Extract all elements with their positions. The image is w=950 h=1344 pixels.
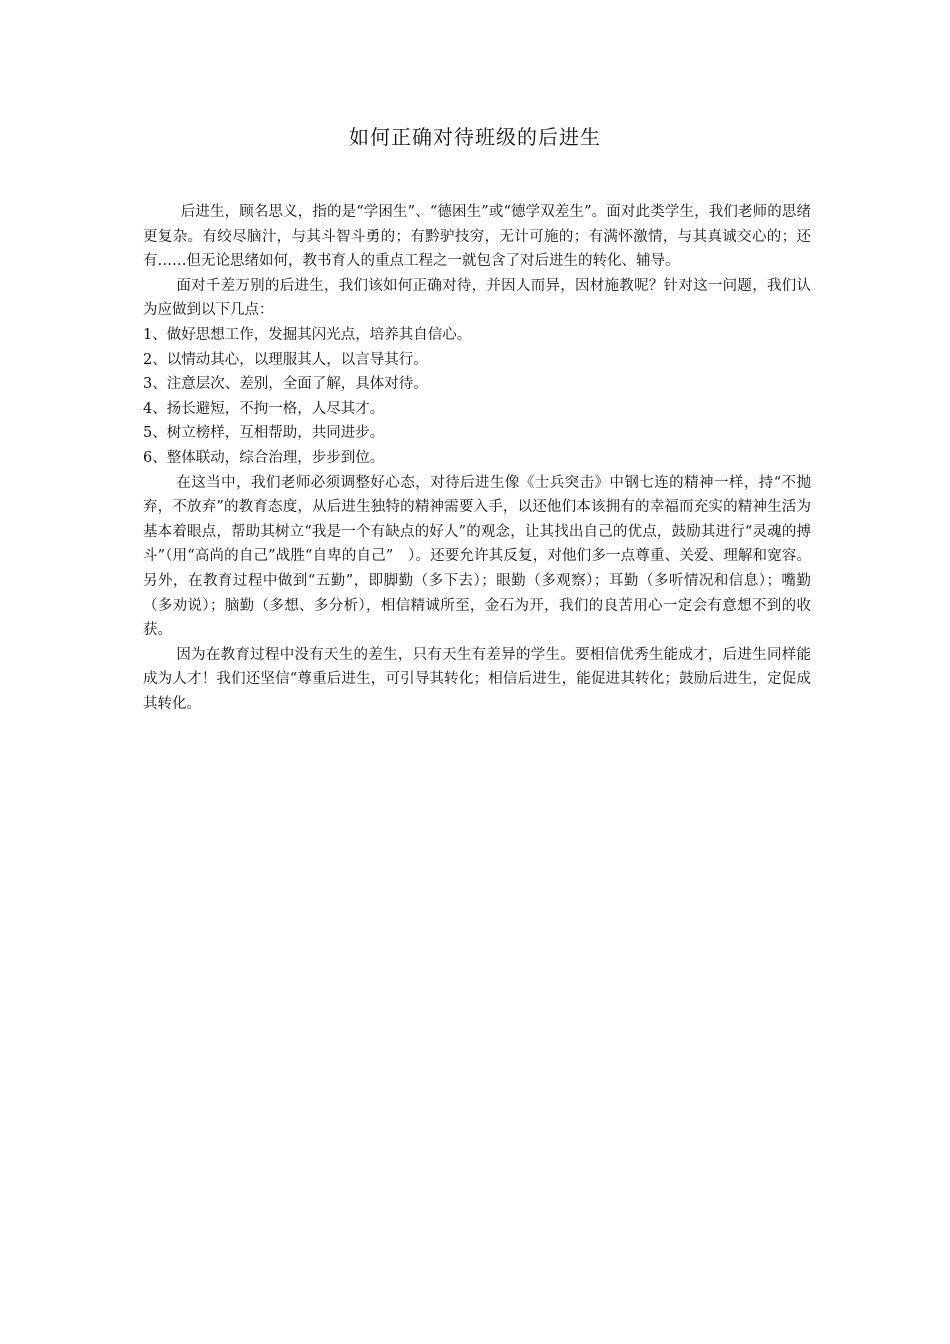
document-body — [143, 200, 811, 716]
list-item: 3、注意层次、差别，全面了解，具体对待。 — [143, 376, 428, 393]
list-item: 2、以情动其心，以理服其人，以言导其行。 — [143, 351, 428, 368]
document-title: 如何正确对待班级的后进生 — [349, 125, 601, 149]
paragraph-intro: 后进生，顾名思义，指的是“学困生”、“德困生”或“德学双差生”。面对此类学生，我们老师的思绪更复杂。有绞尽脑汁，与其斗智斗勇的；有黔驴技穷，无计可施的；有满怀激情，与其真诚交心的；还有……但无论思绪如何，教书育人的重点工程之一就包含了对后进生的转化、辅导。 — [143, 204, 811, 270]
paragraph-question: 面对千差万别的后进生，我们该如何正确对待，并因人而异，因材施教呢？针对这一问题，我们认为应做到以下几点： — [143, 277, 811, 319]
list-item: 5、树立榜样，互相帮助，共同进步。 — [143, 425, 385, 442]
list-item: 6、整体联动，综合治理，步步到位。 — [143, 449, 385, 466]
list-item: 4、扬长避短，不拘一格，人尽其才。 — [143, 400, 385, 417]
list-item: 1、做好思想工作，发掘其闪光点，培养其自信心。 — [143, 326, 472, 343]
paragraph-attitude: 在这当中，我们老师必须调整好心态，对待后进生像《士兵突击》中钢七连的精神一样，持“不抛弃，不放弃”的教育态度，从后进生独特的精神需要入手，以还他们本该拥有的幸福而充实的精神生活为基本着眼点，帮助其树立“我是一个有缺点的好人”的观念，让其找出自己的优点，鼓励其进行“灵魂的搏斗”（用“高尚的自己”战胜“自卑的自己” ）。还要允许其反复，对他们多一点尊重、关爱、理解和宽容。另外，在教育过程中做到“五勤”，即脚勤（多下去）；眼勤（多观察）；耳勤（多听情况和信息）；嘴勤（多劝说）；脑勤（多想、多分析），相信精诚所至，金石为开，我们的良苦用心一定会有意想不到的收获。 — [143, 474, 811, 639]
paragraph-conclusion: 因为在教育过程中没有天生的差生，只有天生有差异的学生。要相信优秀生能成才，后进生同样能成为人才！我们还坚信“尊重后进生，可引导其转化；相信后进生，能促进其转化；鼓励后进生，定促成其转化。 — [143, 646, 811, 712]
